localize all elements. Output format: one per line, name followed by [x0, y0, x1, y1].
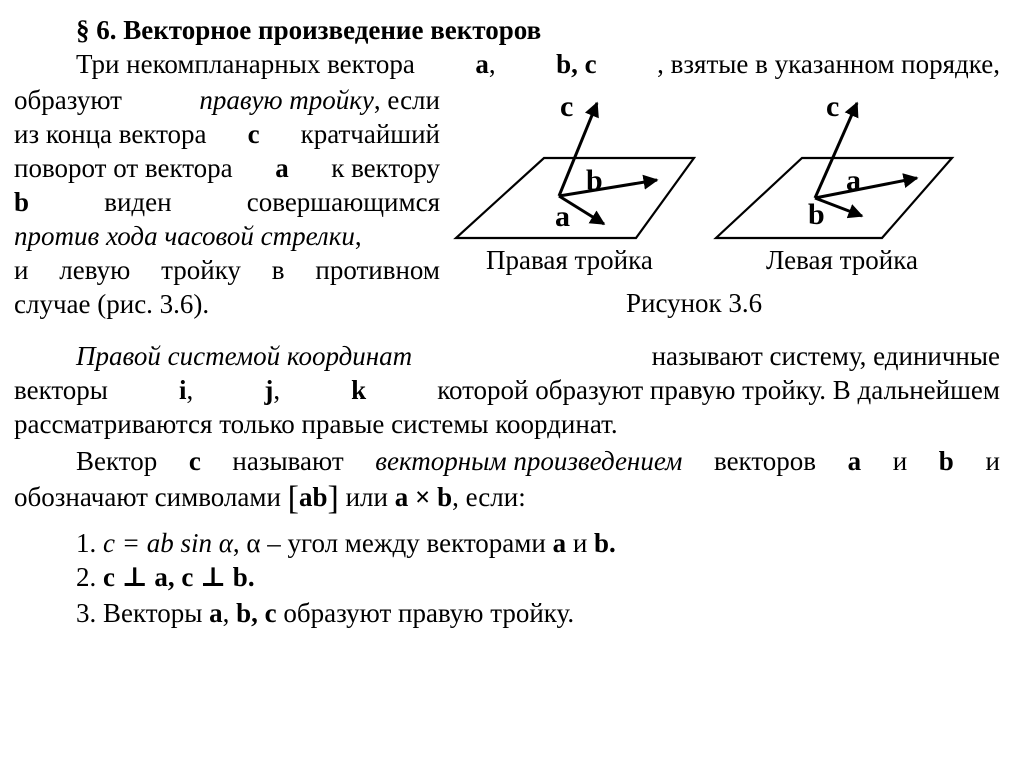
- para2-line1: [76, 340, 1000, 372]
- para3-line2: [14, 481, 526, 515]
- condition-number: 3. Векторы: [76, 598, 203, 628]
- text-span: векторов: [713, 446, 817, 476]
- right-label-a: a: [555, 200, 570, 233]
- text-span: образуют: [14, 85, 122, 115]
- cross-product-term: векторным произведением: [375, 446, 683, 476]
- right-triple-label: Правая тройка: [486, 245, 653, 275]
- vector-b-c: b, c: [236, 598, 277, 628]
- text-span: обозначают символами: [14, 482, 281, 512]
- condition-number: 1.: [76, 528, 97, 558]
- unit-vector-k: k: [351, 375, 367, 405]
- text-span: Вектор: [76, 446, 158, 476]
- text-span: Три некомпланарных вектора: [76, 49, 415, 79]
- text-span: и: [985, 446, 1000, 476]
- right-plane: [456, 158, 694, 238]
- unit-vector-j: j: [264, 375, 274, 405]
- text-span: ,: [488, 49, 496, 79]
- text-span: виден: [104, 187, 172, 217]
- perpendicular-formula: c ⊥ a, c ⊥ b.: [103, 562, 255, 592]
- condition-1: [76, 527, 616, 559]
- text-span: i,: [178, 375, 194, 405]
- unit-vector-i: i: [178, 375, 187, 405]
- right-label-c: c: [560, 90, 574, 123]
- text-span: к вектору: [331, 153, 440, 183]
- vector-b: b.: [594, 528, 616, 558]
- vector-a: a: [209, 598, 223, 628]
- vector-b: b: [14, 187, 30, 217]
- vector-b-c: b, c: [556, 49, 597, 79]
- bracket-open: [: [287, 480, 299, 517]
- bracket-close: ]: [327, 480, 339, 517]
- text-span: и: [572, 528, 588, 558]
- vector-c: c: [188, 446, 201, 476]
- vector-a: a: [475, 49, 489, 79]
- magnitude-formula: c = ab sin α: [103, 528, 233, 558]
- cross-symbol: a × b: [394, 482, 453, 512]
- text-span: , α – угол между векторами: [232, 528, 546, 558]
- text-span: j,: [264, 375, 281, 405]
- section-heading: § 6. Векторное произведение векторов: [76, 15, 542, 45]
- para1-line7: и левую тройку в противном: [14, 255, 440, 285]
- para2-line2: [14, 374, 1000, 406]
- right-coord-system-term: Правой системой координат: [76, 341, 413, 371]
- para1-line8: случае (рис. 3.6).: [14, 289, 210, 319]
- text-span: которой образуют правую тройку. В дальнейшем: [437, 375, 1000, 405]
- figure-caption: Рисунок 3.6: [626, 288, 763, 318]
- left-label-a: a: [846, 164, 861, 197]
- text-span: , взятые в указанном порядке,: [657, 49, 1000, 79]
- condition-3: [76, 597, 574, 629]
- vector-a: a: [275, 153, 289, 183]
- vector-c: c: [247, 119, 260, 149]
- para3-line1: [76, 445, 1000, 477]
- para2-line3: рассматриваются только правые системы координат.: [14, 409, 618, 439]
- vector-a: a: [847, 446, 862, 476]
- text-span: кратчайший: [300, 119, 440, 149]
- text-span: ,: [354, 221, 362, 251]
- text-span: из конца вектора: [14, 119, 207, 149]
- text-span: , если:: [452, 482, 526, 512]
- text-span: или: [345, 482, 388, 512]
- counterclockwise-term: против хода часовой стрелки: [14, 221, 355, 251]
- right-label-b: b: [586, 164, 603, 197]
- right-triple-term: правую тройку: [199, 85, 374, 115]
- condition-number: 2.: [76, 562, 97, 592]
- text-span: образуют правую тройку.: [283, 598, 575, 628]
- text-span: называют: [232, 446, 344, 476]
- text-span: ,: [222, 598, 230, 628]
- vector-a: a: [552, 528, 567, 558]
- left-triple-label: Левая тройка: [766, 245, 918, 275]
- condition-2: [76, 561, 255, 593]
- left-label-b: b: [808, 198, 825, 231]
- left-plane: [716, 158, 952, 238]
- text-span: поворот от вектора: [14, 153, 233, 183]
- left-vector-a-arrow: [815, 178, 917, 198]
- vector-b: b: [938, 446, 954, 476]
- text-span: называют систему, единичные: [651, 341, 1000, 371]
- text-span: векторы: [14, 375, 108, 405]
- right-vector-b-arrow: [559, 180, 657, 196]
- ab-symbol: ab: [298, 482, 328, 512]
- text-span: , если: [373, 85, 440, 115]
- left-label-c: c: [826, 90, 840, 123]
- text-span: и: [892, 446, 908, 476]
- text-span: совершающимся: [246, 187, 440, 217]
